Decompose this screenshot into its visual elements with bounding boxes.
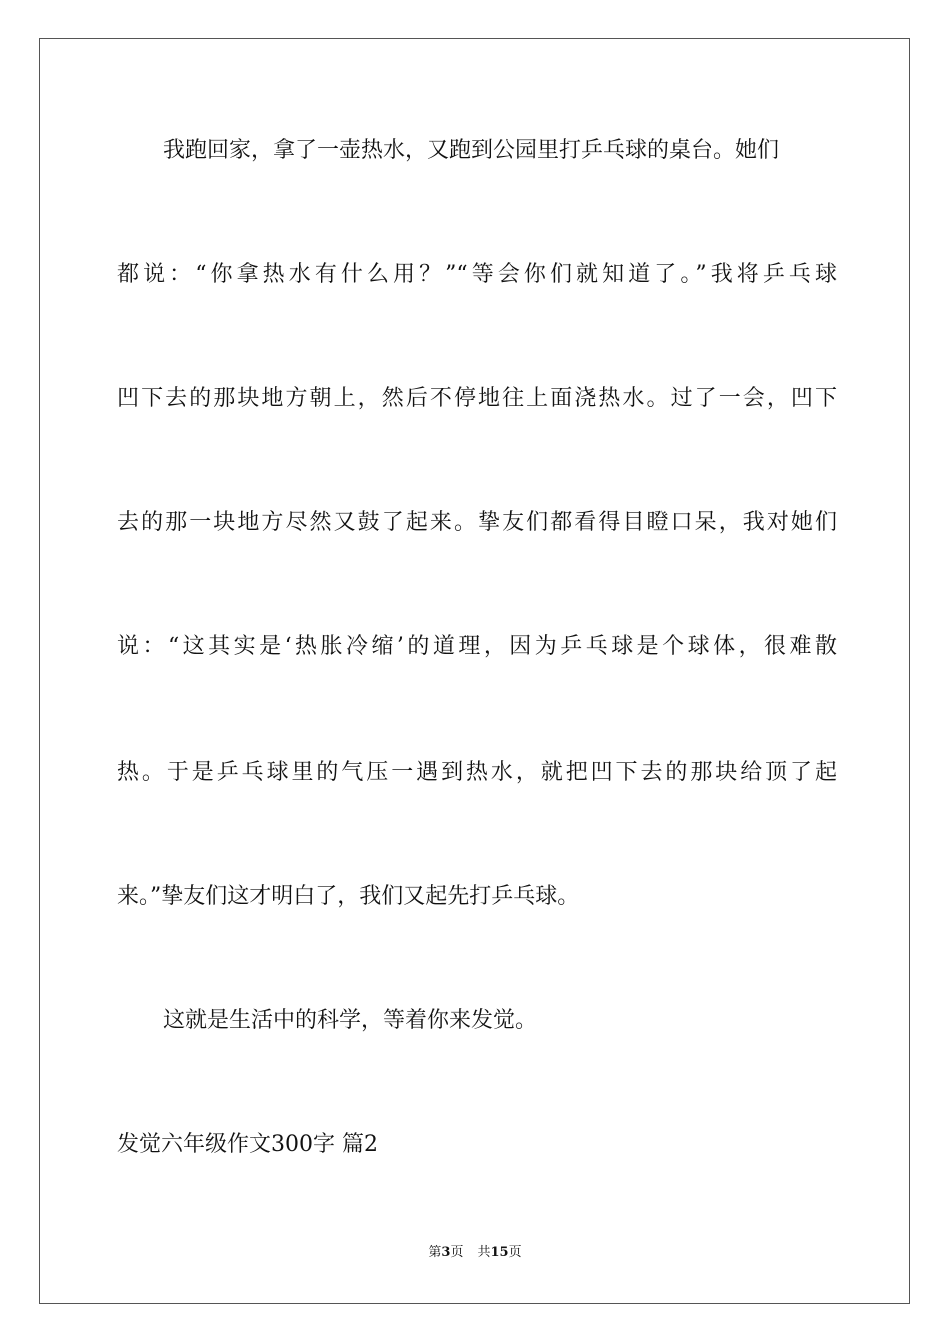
footer-total-prefix: 共: [477, 1245, 491, 1260]
total-pages-number: 15: [490, 1245, 509, 1260]
current-page-number: 3: [441, 1245, 451, 1260]
page-border: [39, 38, 910, 1304]
closing-paragraph: 这就是生活中的科学，等着你来发觉。: [163, 1008, 538, 1033]
section-heading: 发觉六年级作文300字 篇2: [117, 1132, 378, 1157]
page-footer: [0, 1244, 950, 1262]
paragraph-line-5: 说：“这其实是‘热胀冷缩’的道理，因为乒乓球是个球体，很难散: [117, 634, 837, 659]
footer-prefix: 第: [428, 1245, 442, 1260]
paragraph-line-6: 热。于是乒乓球里的气压一遇到热水，就把凹下去的那块给顶了起: [117, 760, 837, 785]
paragraph-line-4: 去的那一块地方尽然又鼓了起来。挚友们都看得目瞪口呆，我对她们: [117, 510, 837, 535]
footer-page-suffix: 页: [450, 1245, 464, 1260]
paragraph-line-7: 来。”挚友们这才明白了，我们又起先打乒乓球。: [117, 884, 580, 909]
paragraph-line-1: 我跑回家，拿了一壶热水，又跑到公园里打乒乓球的桌台。她们: [163, 138, 780, 163]
footer-total-suffix: 页: [508, 1245, 522, 1260]
paragraph-line-3: 凹下去的那块地方朝上，然后不停地往上面浇热水。过了一会，凹下: [117, 386, 837, 411]
paragraph-line-2: 都说：“你拿热水有什么用？”“等会你们就知道了。”我将乒乓球: [117, 262, 837, 287]
